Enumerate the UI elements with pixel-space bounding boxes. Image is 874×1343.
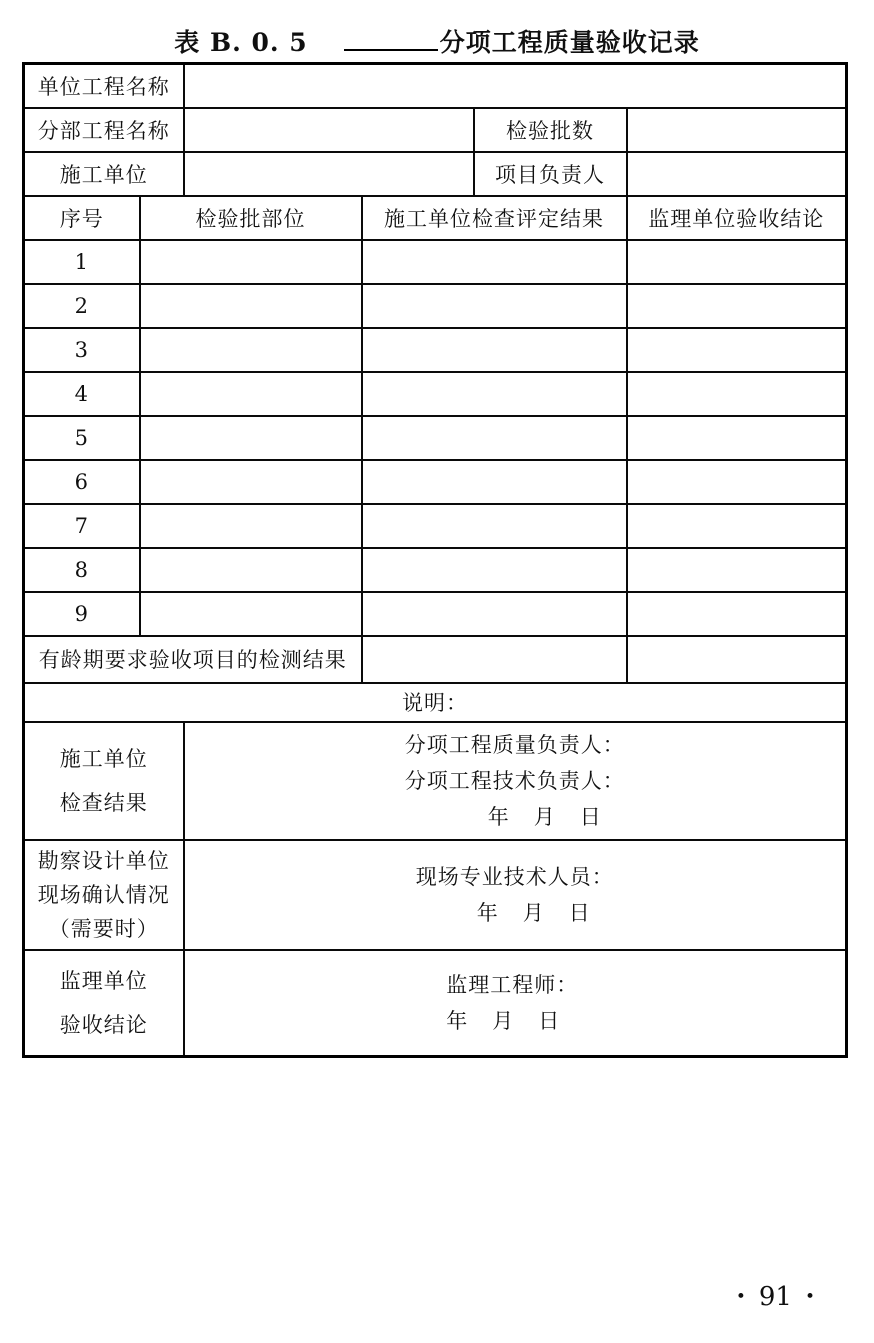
batch-row-location-cell [140, 592, 362, 636]
survey-design-confirm-row [24, 840, 847, 950]
division-project-label: 分部工程名称 [24, 108, 184, 152]
survey-design-signature-block [416, 859, 614, 931]
batch-row-conclusion-cell [627, 460, 847, 504]
batch-row-no: 2 [24, 284, 140, 328]
label-line: （需要时） [48, 916, 159, 941]
batch-row-location-cell [140, 372, 362, 416]
batch-row-conclusion-cell [627, 504, 847, 548]
batch-row [24, 460, 847, 504]
batch-row-conclusion-cell [627, 328, 847, 372]
batch-row-conclusion-cell [627, 548, 847, 592]
batch-row-location-cell [140, 328, 362, 372]
batch-row-location-cell [140, 460, 362, 504]
supervision-conclusion-cell [184, 950, 847, 1057]
batch-row [24, 372, 847, 416]
batch-row-result-cell [362, 328, 627, 372]
unit-project-value-cell [184, 64, 847, 108]
batch-row-no: 6 [24, 460, 140, 504]
label-line: 监理单位 [59, 968, 148, 993]
construction-check-result-cell [184, 722, 847, 840]
division-project-row [24, 108, 847, 152]
batch-row [24, 328, 847, 372]
construction-signature-block [405, 727, 625, 835]
batch-row-location-cell [140, 548, 362, 592]
batch-row-no: 5 [24, 416, 140, 460]
batch-row-no: 8 [24, 548, 140, 592]
page-number-value: 91 [758, 1282, 792, 1312]
batch-row-result-cell [362, 284, 627, 328]
unit-project-label: 单位工程名称 [24, 64, 184, 108]
header-conclusion: 监理单位验收结论 [627, 196, 847, 240]
form-name: 分项工程质量验收记录 [439, 28, 700, 57]
label-line: 检查结果 [59, 790, 148, 815]
construction-unit-label: 施工单位 [24, 152, 184, 196]
construction-unit-row [24, 152, 847, 196]
supervision-conclusion-label [24, 950, 184, 1057]
signature-line: 分项工程质量负责人： [404, 732, 625, 757]
header-location: 检验批部位 [140, 196, 362, 240]
page-title [0, 23, 874, 59]
batch-row-location-cell [140, 240, 362, 284]
batch-row-result-cell [362, 372, 627, 416]
form-code: 表 B. 0. 5 [174, 28, 308, 57]
batch-row [24, 548, 847, 592]
title-blank-line [344, 43, 438, 51]
batch-row-no: 9 [24, 592, 140, 636]
date-line: 年 月 日 [476, 900, 592, 925]
batch-row-result-cell [362, 240, 627, 284]
batch-row-location-cell [140, 416, 362, 460]
label-line: 验收结论 [59, 1012, 148, 1037]
notes-row [24, 683, 847, 722]
batch-count-label: 检验批数 [474, 108, 627, 152]
unit-project-row [24, 64, 847, 108]
date-line: 年 月 日 [487, 804, 603, 829]
supervision-conclusion-row [24, 950, 847, 1057]
batch-row-no: 7 [24, 504, 140, 548]
notes-label: 说明： [24, 683, 847, 722]
age-requirement-result-cell [362, 636, 627, 683]
survey-design-confirm-label [24, 840, 184, 950]
batch-row-result-cell [362, 504, 627, 548]
batch-row-conclusion-cell [627, 284, 847, 328]
batch-row-result-cell [362, 416, 627, 460]
batch-row-location-cell [140, 284, 362, 328]
batch-row-result-cell [362, 548, 627, 592]
supervision-signature-block [446, 967, 583, 1039]
age-requirement-row [24, 636, 847, 683]
age-requirement-label: 有龄期要求验收项目的检测结果 [24, 636, 362, 683]
label-line: 现场确认情况 [37, 882, 170, 907]
batch-row-conclusion-cell [627, 240, 847, 284]
batch-row [24, 504, 847, 548]
construction-unit-value-cell [184, 152, 474, 196]
division-project-value-cell [184, 108, 474, 152]
batch-row-location-cell [140, 504, 362, 548]
construction-check-result-label [24, 722, 184, 840]
batch-table-header-row [24, 196, 847, 240]
batch-row-conclusion-cell [627, 416, 847, 460]
label-line: 勘察设计单位 [37, 848, 170, 873]
project-leader-value-cell [627, 152, 847, 196]
date-line: 年 月 日 [446, 1008, 562, 1033]
header-no: 序号 [24, 196, 140, 240]
project-leader-label: 项目负责人 [474, 152, 627, 196]
batch-row [24, 416, 847, 460]
label-line: 施工单位 [59, 746, 148, 771]
batch-row-conclusion-cell [627, 372, 847, 416]
construction-check-result-row [24, 722, 847, 840]
batch-count-value-cell [627, 108, 847, 152]
signature-line: 分项工程技术负责人： [404, 768, 625, 793]
header-result: 施工单位检查评定结果 [362, 196, 627, 240]
batch-row-result-cell [362, 592, 627, 636]
batch-row-no: 4 [24, 372, 140, 416]
batch-row-no: 3 [24, 328, 140, 372]
age-requirement-conclusion-cell [627, 636, 847, 683]
batch-row-conclusion-cell [627, 592, 847, 636]
batch-row [24, 592, 847, 636]
batch-row-result-cell [362, 460, 627, 504]
signature-line: 监理工程师： [446, 972, 579, 997]
batch-row [24, 284, 847, 328]
page-number-right-dot: • [804, 1287, 815, 1307]
page-number-left-dot: • [735, 1287, 746, 1307]
acceptance-form-table [22, 62, 848, 1058]
batch-row-no: 1 [24, 240, 140, 284]
batch-row [24, 240, 847, 284]
survey-design-confirm-cell [184, 840, 847, 950]
page-number [723, 1282, 828, 1312]
signature-line: 现场专业技术人员： [415, 864, 614, 889]
